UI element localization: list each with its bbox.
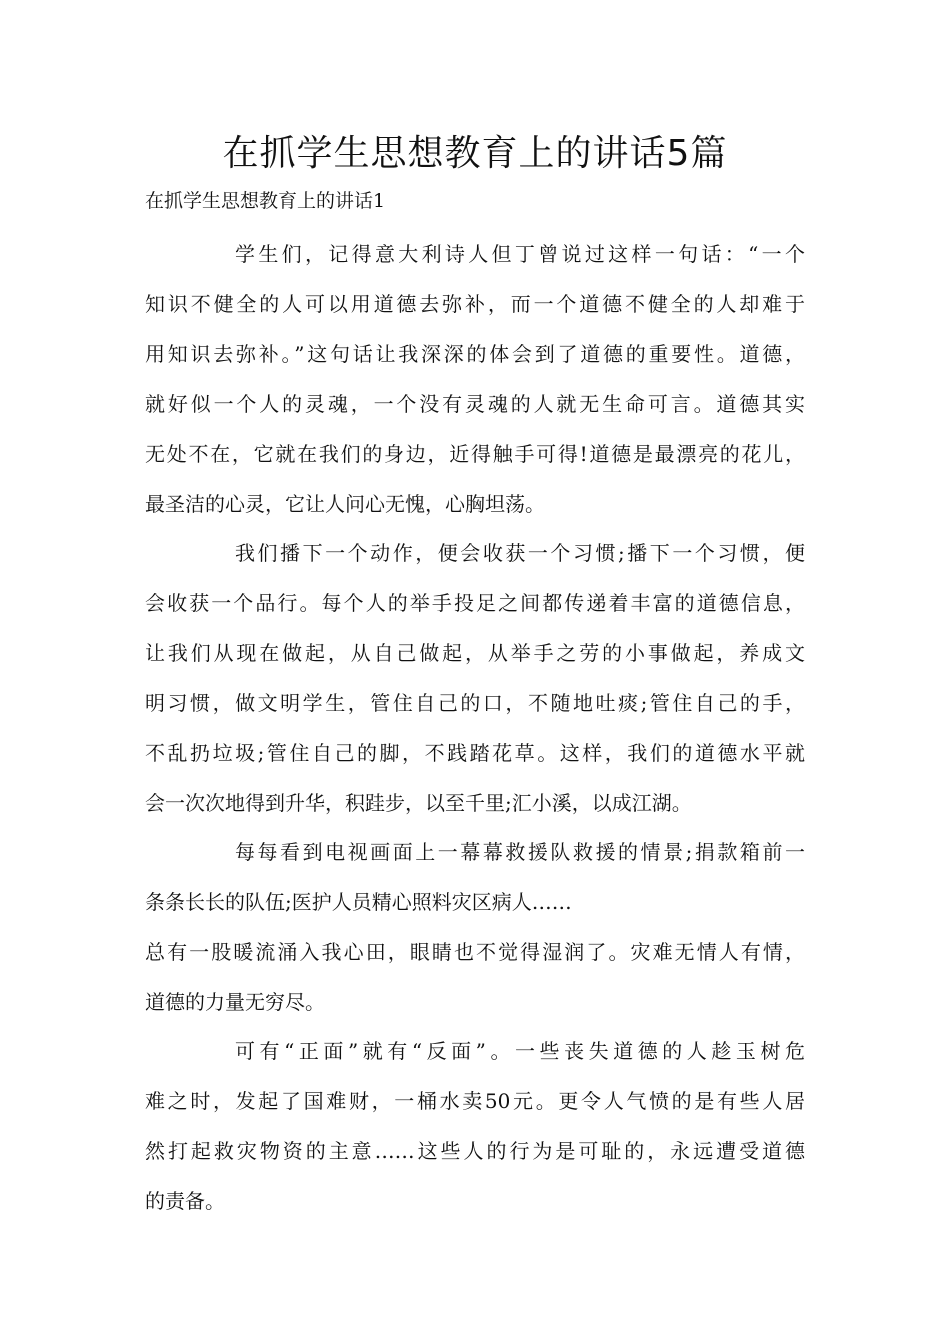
paragraph-line: 最圣洁的心灵，它让人问心无愧，心胸坦荡。: [145, 492, 545, 516]
paragraph-line: 知识不健全的人可以用道德去弥补，而一个道德不健全的人却难于: [145, 292, 805, 316]
paragraph-line: 会收获一个品行。每个人的举手投足之间都传递着丰富的道德信息，: [145, 591, 805, 615]
paragraph-line: 条条长长的队伍;医护人员精心照料灾区病人……: [145, 890, 572, 914]
paragraph-line: 然打起救灾物资的主意……这些人的行为是可耻的，永远遭受道德: [145, 1139, 805, 1163]
paragraph-line: 难之时，发起了国难财，一桶水卖50元。更令人气愤的是有些人居: [145, 1089, 805, 1113]
paragraph-line: 不乱扔垃圾;管住自己的脚，不践踏花草。这样，我们的道德水平就: [145, 741, 805, 765]
paragraph-line: 每每看到电视画面上一幕幕救援队救援的情景;捐款箱前一: [235, 840, 805, 864]
paragraph-line: 可有“正面”就有“反面”。一些丧失道德的人趁玉树危: [235, 1039, 805, 1063]
section-heading: 在抓学生思想教育上的讲话1: [145, 190, 386, 212]
paragraph-line: 用知识去弥补。”这句话让我深深的体会到了道德的重要性。道德，: [145, 342, 805, 366]
paragraph-line: 明习惯，做文明学生，管住自己的口，不随地吐痰;管住自己的手，: [145, 691, 805, 715]
paragraph-line: 的责备。: [145, 1189, 225, 1213]
paragraph-line: 让我们从现在做起，从自己做起，从举手之劳的小事做起，养成文: [145, 641, 805, 665]
paragraph-line: 学生们，记得意大利诗人但丁曾说过这样一句话：“一个: [235, 242, 805, 266]
paragraph-line: 会一次次地得到升华，积跬步，以至千里;汇小溪，以成江湖。: [145, 791, 692, 815]
paragraph-line: 总有一股暖流涌入我心田，眼睛也不觉得湿润了。灾难无情人有情，: [145, 940, 805, 964]
paragraph-line: 无处不在，它就在我们的身边，近得触手可得!道德是最漂亮的花儿，: [145, 442, 805, 466]
paragraph-line: 我们播下一个动作，便会收获一个习惯;播下一个习惯，便: [235, 541, 805, 565]
paragraph-line: 就好似一个人的灵魂，一个没有灵魂的人就无生命可言。道德其实: [145, 392, 805, 416]
paragraph-line: 道德的力量无穷尽。: [145, 990, 325, 1014]
document-title: 在抓学生思想教育上的讲话5篇: [222, 133, 728, 174]
